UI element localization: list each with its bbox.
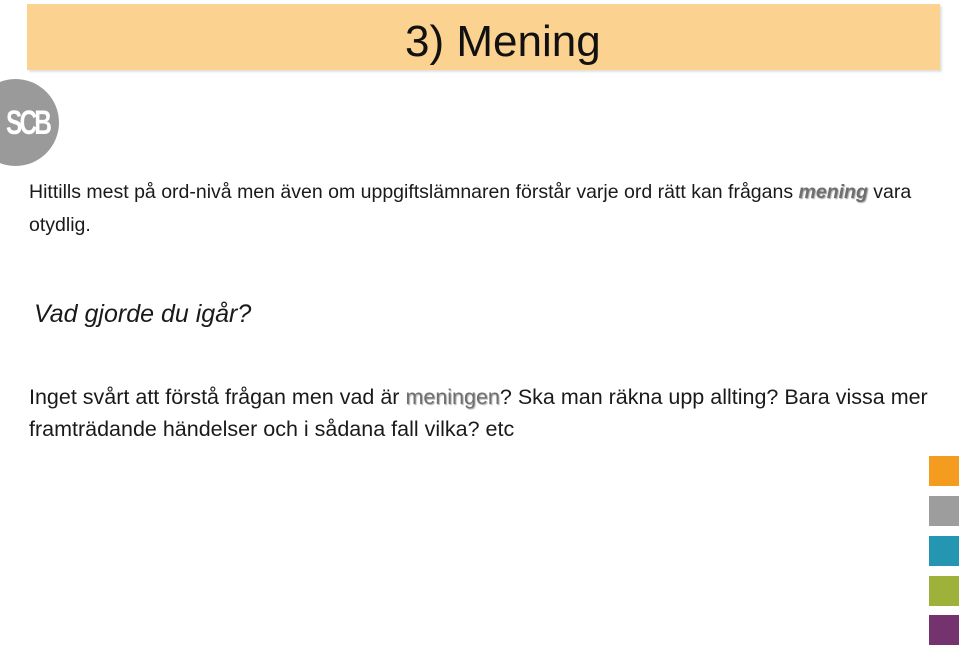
explanation-text-start: Inget svårt att förstå frågan men vad är <box>29 385 406 409</box>
slide-title: 3) Mening <box>405 17 601 66</box>
title-bar <box>27 4 940 70</box>
intro-emphasis: mening <box>798 181 868 203</box>
explanation-text-end: ? Ska man räkna upp allting? Bara vissa mer framträdande händelser och i sådana fall vilka? etc <box>29 385 928 441</box>
color-swatch-gray <box>929 496 959 526</box>
intro-text-end: vara otydlig. <box>29 181 912 236</box>
explanation-emphasis: meningen <box>405 385 500 409</box>
color-swatch-orange <box>929 456 959 486</box>
color-swatch-purple <box>929 615 959 645</box>
intro-text-start: Hittills mest på ord-nivå men även om uppgiftslämnaren förstår varje ord rätt kan frågans <box>29 181 799 203</box>
color-swatch-green <box>929 576 959 606</box>
color-swatch-teal <box>929 536 959 566</box>
example-question: Vad gjorde du igår? <box>34 300 252 328</box>
scb-logo <box>0 79 59 166</box>
scb-logo-text: SCB <box>6 104 50 142</box>
intro-paragraph <box>29 176 939 242</box>
explanation-paragraph <box>29 381 939 445</box>
